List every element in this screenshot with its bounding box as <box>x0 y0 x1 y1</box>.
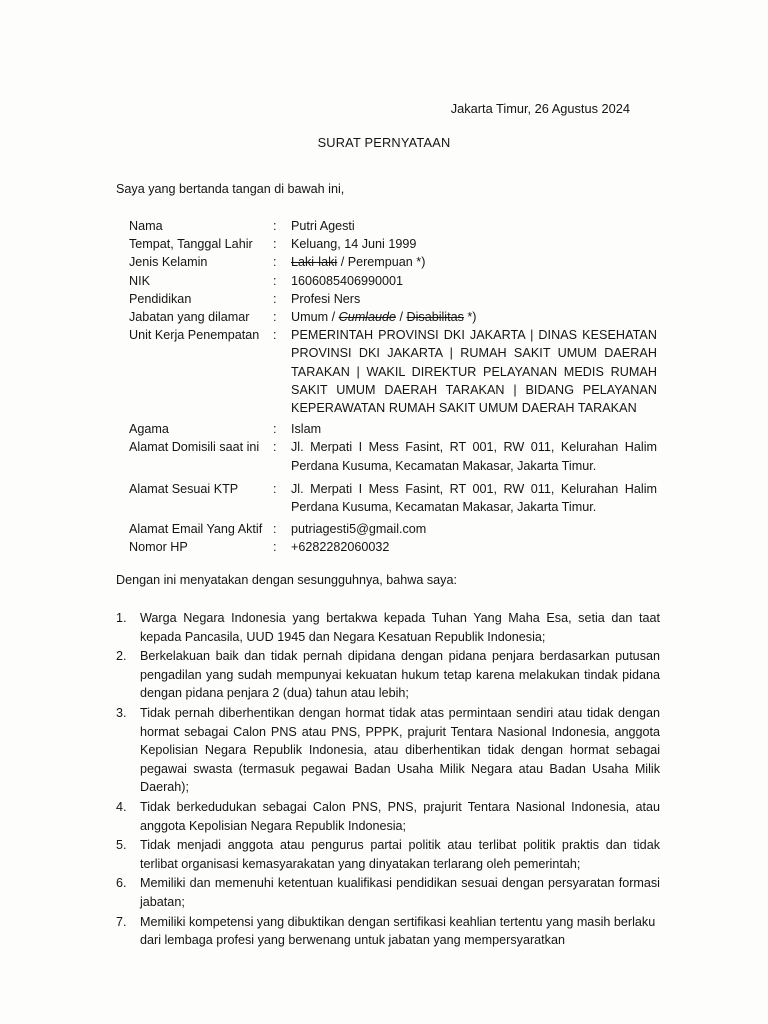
field-agama <box>129 420 657 438</box>
field-colon: : <box>273 328 277 343</box>
list-item <box>116 874 660 911</box>
item-number: 2. <box>116 649 127 664</box>
field-value: Jl. Merpati I Mess Fasint, RT 001, RW 011, Kelurahan Halim Perdana Kusuma, Kecamatan Makasar, Jakarta Timur. <box>291 481 657 515</box>
field-colon: : <box>273 237 277 252</box>
declaration-intro: Dengan ini menyatakan dengan sesungguhnya, bahwa saya: <box>116 573 457 587</box>
field-label: Jabatan yang dilamar <box>129 310 250 325</box>
field-label: Tempat, Tanggal Lahir <box>129 237 253 252</box>
item-text: Tidak pernah diberhentikan dengan hormat tidak atas permintaan sendiri atau tidak dengan hormat sebagai Calon PNS atau PNS, PPPK, prajurit Tentara Nasional Indonesia, anggota Kepolisian Negara Republik Indonesia, atau diberhentikan tidak dengan hormat sebagai pegawai swasta (termasuk pegawai Badan Usaha Milik Negara atau Badan Usaha Milik Daerah); <box>140 705 660 795</box>
field-colon: : <box>273 540 277 555</box>
opening-line: Saya yang bertanda tangan di bawah ini, <box>116 182 345 196</box>
field-label: NIK <box>129 273 150 288</box>
item-number: 6. <box>116 876 127 891</box>
option-separator: / <box>337 255 348 270</box>
item-text: Memiliki kompetensi yang dibuktikan dengan sertifikasi keahlian tertentu yang masih berlaku dari lembaga profesi yang berwenang untuk jabatan yang mempersyaratkan <box>140 914 656 948</box>
list-item <box>116 647 660 703</box>
field-value: Islam <box>291 422 322 437</box>
struck-option: Laki-laki <box>291 255 338 270</box>
option-separator: / <box>328 310 339 325</box>
place-date: Jakarta Timur, 26 Agustus 2024 <box>450 101 630 116</box>
option-separator: / <box>396 310 407 325</box>
field-domisili <box>129 438 657 474</box>
field-label: Alamat Email Yang Aktif <box>129 522 263 537</box>
selected-option: Perempuan <box>347 255 413 270</box>
field-unit-kerja <box>129 326 657 417</box>
list-item <box>116 836 660 873</box>
field-label: Jenis Kelamin <box>129 255 208 270</box>
struck-option: Disabilitas <box>406 310 464 325</box>
field-label: Agama <box>129 422 169 437</box>
selected-option: Umum <box>291 310 329 325</box>
list-item <box>116 913 660 950</box>
list-item <box>116 609 660 646</box>
field-colon: : <box>273 255 277 270</box>
field-value <box>291 253 657 271</box>
identity-fields <box>129 217 657 557</box>
item-text: Memiliki dan memenuhi ketentuan kualifikasi pendidikan sesuai dengan persyaratan formasi jabatan; <box>140 876 660 909</box>
field-value: putriagesti5@gmail.com <box>291 522 427 537</box>
field-label: Unit Kerja Penempatan <box>129 328 260 343</box>
field-label: Pendidikan <box>129 291 192 306</box>
item-text: Tidak menjadi anggota atau pengurus partai politik atau terlibat politik praktis dan tidak terlibat organisasi kemasyarakatan yang dinyatakan terlarang oleh pemerintah; <box>140 838 660 871</box>
field-nik <box>129 272 657 290</box>
field-ttl <box>129 235 657 253</box>
field-label: Alamat Domisili saat ini <box>129 440 260 455</box>
struck-option <box>339 310 396 324</box>
field-value: Keluang, 14 Juni 1999 <box>291 237 417 252</box>
field-colon: : <box>273 310 277 325</box>
statement-list <box>116 609 660 951</box>
list-item <box>116 798 660 835</box>
field-jenis-kelamin <box>129 253 657 271</box>
option-note: *) <box>463 310 477 325</box>
item-number: 3. <box>116 705 127 720</box>
option-note: *) <box>412 255 426 270</box>
list-item <box>116 704 660 797</box>
field-value: +6282282060032 <box>291 540 390 555</box>
item-text: Tidak berkedudukan sebagai Calon PNS, PNS, prajurit Tentara Nasional Indonesia, atau anggota Kepolisian Negara Republik Indonesia; <box>140 799 660 833</box>
field-email <box>129 520 657 538</box>
field-colon: : <box>273 522 277 537</box>
item-number: 7. <box>116 914 127 929</box>
item-text: Warga Negara Indonesia yang bertakwa kepada Tuhan Yang Maha Esa, setia dan taat kepada Pancasila, UUD 1945 dan Negara Kesatuan Republik Indonesia; <box>140 611 660 644</box>
field-colon: : <box>273 273 277 288</box>
field-label: Nomor HP <box>129 540 188 555</box>
item-text: Berkelakuan baik dan tidak pernah dipidana dengan pidana penjara berdasarkan putusan pengadilan yang sudah mempunyai kekuatan hukum tetap karena melakukan tindak pidana dengan pidana penjara 2 (dua) tahun atau lebih; <box>140 649 660 701</box>
field-colon: : <box>273 291 277 306</box>
struck-option-text: Cumlaude <box>338 310 396 325</box>
field-label: Alamat Sesuai KTP <box>129 481 239 496</box>
field-pendidikan <box>129 290 657 308</box>
field-nama <box>129 217 657 235</box>
field-colon: : <box>273 481 277 496</box>
field-hp <box>129 538 657 556</box>
field-colon: : <box>273 422 277 437</box>
field-label: Nama <box>129 219 163 233</box>
item-number: 5. <box>116 838 127 853</box>
document-title: SURAT PERNYATAAN <box>317 135 451 150</box>
field-colon: : <box>273 219 277 233</box>
field-ktp <box>129 480 657 516</box>
field-value: 1606085406990001 <box>291 273 404 288</box>
field-value: Jl. Merpati I Mess Fasint, RT 001, RW 011, Kelurahan Halim Perdana Kusuma, Kecamatan Makasar, Jakarta Timur. <box>291 440 657 473</box>
field-value: Profesi Ners <box>291 291 361 306</box>
item-number: 4. <box>116 799 127 814</box>
field-colon: : <box>273 440 277 455</box>
field-value: Putri Agesti <box>291 219 355 233</box>
field-value <box>291 308 657 326</box>
field-value: PEMERINTAH PROVINSI DKI JAKARTA | DINAS KESEHATAN PROVINSI DKI JAKARTA | RUMAH SAKIT UMUM DAERAH TARAKAN | WAKIL DIREKTUR PELAYANAN MEDIS RUMAH SAKIT UMUM DAERAH TARAKAN | BIDANG PELAYANAN KEPERAWATAN RUMAH SAKIT UMUM DAERAH TARAKAN <box>291 328 657 416</box>
item-number: 1. <box>116 611 127 625</box>
field-jabatan <box>129 308 657 326</box>
